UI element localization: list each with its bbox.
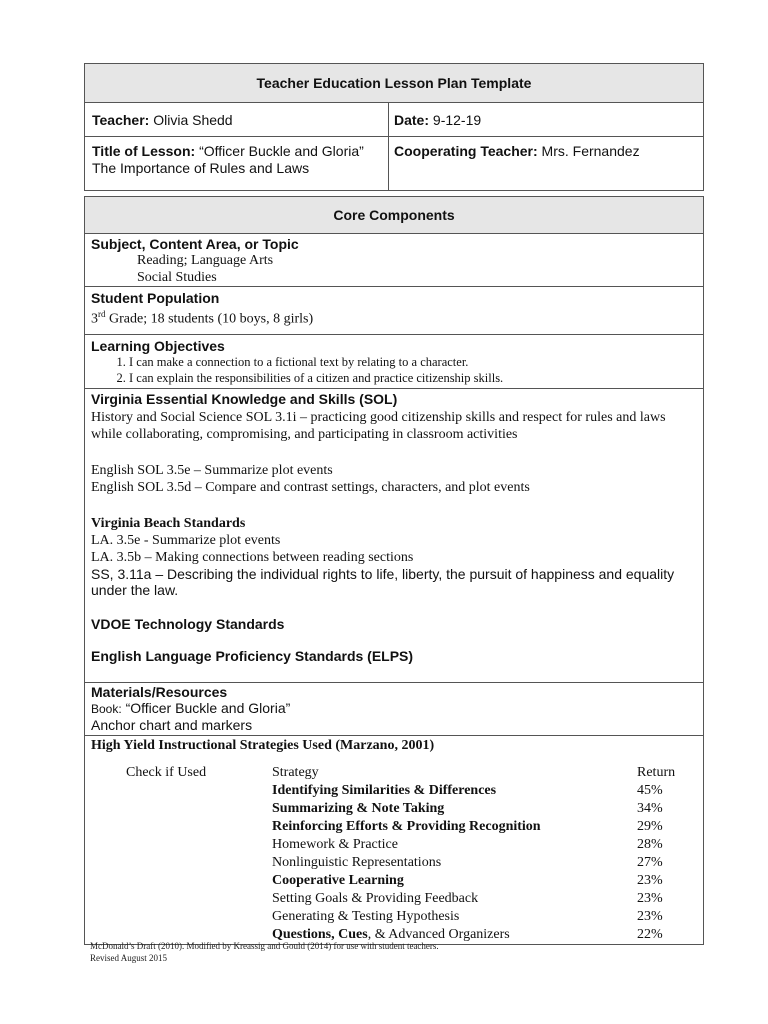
vb-standard-1: LA. 3.5e - Summarize plot events xyxy=(91,533,281,548)
template-title: Teacher Education Lesson Plan Template xyxy=(85,64,704,103)
teacher-label: Teacher: xyxy=(92,111,150,128)
coop-value: Mrs. Fernandez xyxy=(541,143,640,159)
check-box[interactable] xyxy=(91,872,272,890)
sol-english-1: English SOL 3.5e – Summarize plot events xyxy=(91,463,333,478)
materials-book: Book: “Officer Buckle and Gloria” xyxy=(91,700,291,716)
table-row: Setting Goals & Providing Feedback 23% xyxy=(91,890,697,908)
check-box[interactable] xyxy=(91,836,272,854)
materials-section xyxy=(85,683,704,736)
table-row: Identifying Similarities & Differences 45% xyxy=(91,782,697,800)
col-check-header: Check if Used xyxy=(126,765,207,780)
subject-line-1: Reading; Language Arts xyxy=(137,253,274,268)
core-components-table xyxy=(84,196,704,945)
check-box[interactable] xyxy=(91,782,272,800)
lesson-title-value: “Officer Buckle and Gloria” xyxy=(199,143,364,159)
table-row: Cooperative Learning 23% xyxy=(91,872,697,890)
objective-item: 1. I can make a connection to a fictional text by relating to a character. xyxy=(129,354,697,370)
footer-revised: Revised August 2015 xyxy=(90,953,168,963)
elps-heading: English Language Proficiency Standards (ELPS) xyxy=(91,648,414,664)
cooperating-teacher-cell xyxy=(389,137,704,191)
check-box[interactable] xyxy=(91,890,272,908)
teacher-value: Olivia Shedd xyxy=(153,111,233,128)
strategies-heading: High Yield Instructional Strategies Used (Marzano, 2001) xyxy=(91,738,435,753)
sol-history: History and Social Science SOL 3.1i – practicing good citizenship skills and respect for rules and laws while collaborating, compromising, and participating in classroom activities xyxy=(91,410,666,442)
check-box[interactable] xyxy=(91,908,272,926)
sol-heading: Virginia Essential Knowledge and Skills (SOL) xyxy=(91,391,398,407)
strategies-section xyxy=(85,736,704,945)
objectives-section xyxy=(85,335,704,389)
col-strategy-header: Strategy xyxy=(272,765,319,780)
check-box[interactable] xyxy=(91,854,272,872)
check-box[interactable] xyxy=(91,818,272,836)
table-row: Generating & Testing Hypothesis 23% xyxy=(91,908,697,926)
lesson-title-cell xyxy=(85,137,389,191)
subject-heading: Subject, Content Area, or Topic xyxy=(91,236,299,252)
subject-section xyxy=(85,234,704,287)
vb-standard-2: LA. 3.5b – Making connections between reading sections xyxy=(91,550,414,565)
strategies-header-row xyxy=(91,764,697,782)
materials-item: Anchor chart and markers xyxy=(91,717,253,733)
objectives-list xyxy=(91,354,697,386)
sol-section xyxy=(85,389,704,683)
population-section xyxy=(85,287,704,335)
subject-line-2: Social Studies xyxy=(137,270,217,285)
vb-standard-3: SS, 3.11a – Describing the individual rights to life, liberty, the pursuit of happiness and equality under the law. xyxy=(91,566,675,598)
footer-credit: McDonald’s Draft (2010). Modified by Kreassig and Gould (2014) for use with student teachers. xyxy=(90,941,439,951)
population-text: 3rd Grade; 18 students (10 boys, 8 girls) xyxy=(91,309,314,327)
population-heading: Student Population xyxy=(91,290,220,306)
date-label: Date: xyxy=(394,111,430,128)
core-components-title: Core Components xyxy=(85,197,704,234)
col-return-header: Return xyxy=(637,765,676,780)
table-row: Homework & Practice 28% xyxy=(91,836,697,854)
objective-item: 2. I can explain the responsibilities of a citizen and practice citizenship skills. xyxy=(129,370,697,386)
table-row: Summarizing & Note Taking 34% xyxy=(91,800,697,818)
materials-heading: Materials/Resources xyxy=(91,684,228,700)
table-row: Nonlinguistic Representations 27% xyxy=(91,854,697,872)
tech-standards-heading: VDOE Technology Standards xyxy=(91,616,285,632)
objectives-heading: Learning Objectives xyxy=(91,338,225,354)
footer xyxy=(90,940,439,964)
date-value: 9-12-19 xyxy=(432,111,482,128)
coop-label: Cooperating Teacher: xyxy=(394,143,538,159)
table-row: Questions, Cues, & Advanced Organizers 22% xyxy=(91,926,697,944)
lesson-subtitle: The Importance of Rules and Laws xyxy=(92,160,310,176)
check-box[interactable] xyxy=(91,800,272,818)
lesson-info-table xyxy=(84,63,704,191)
vb-standards-heading: Virginia Beach Standards xyxy=(91,516,246,531)
teacher-cell xyxy=(85,103,389,137)
lesson-title-label: Title of Lesson: xyxy=(92,143,196,159)
sol-english-2: English SOL 3.5d – Compare and contrast settings, characters, and plot events xyxy=(91,480,530,495)
date-cell xyxy=(389,103,704,137)
table-row: Reinforcing Efforts & Providing Recognition 29% xyxy=(91,818,697,836)
